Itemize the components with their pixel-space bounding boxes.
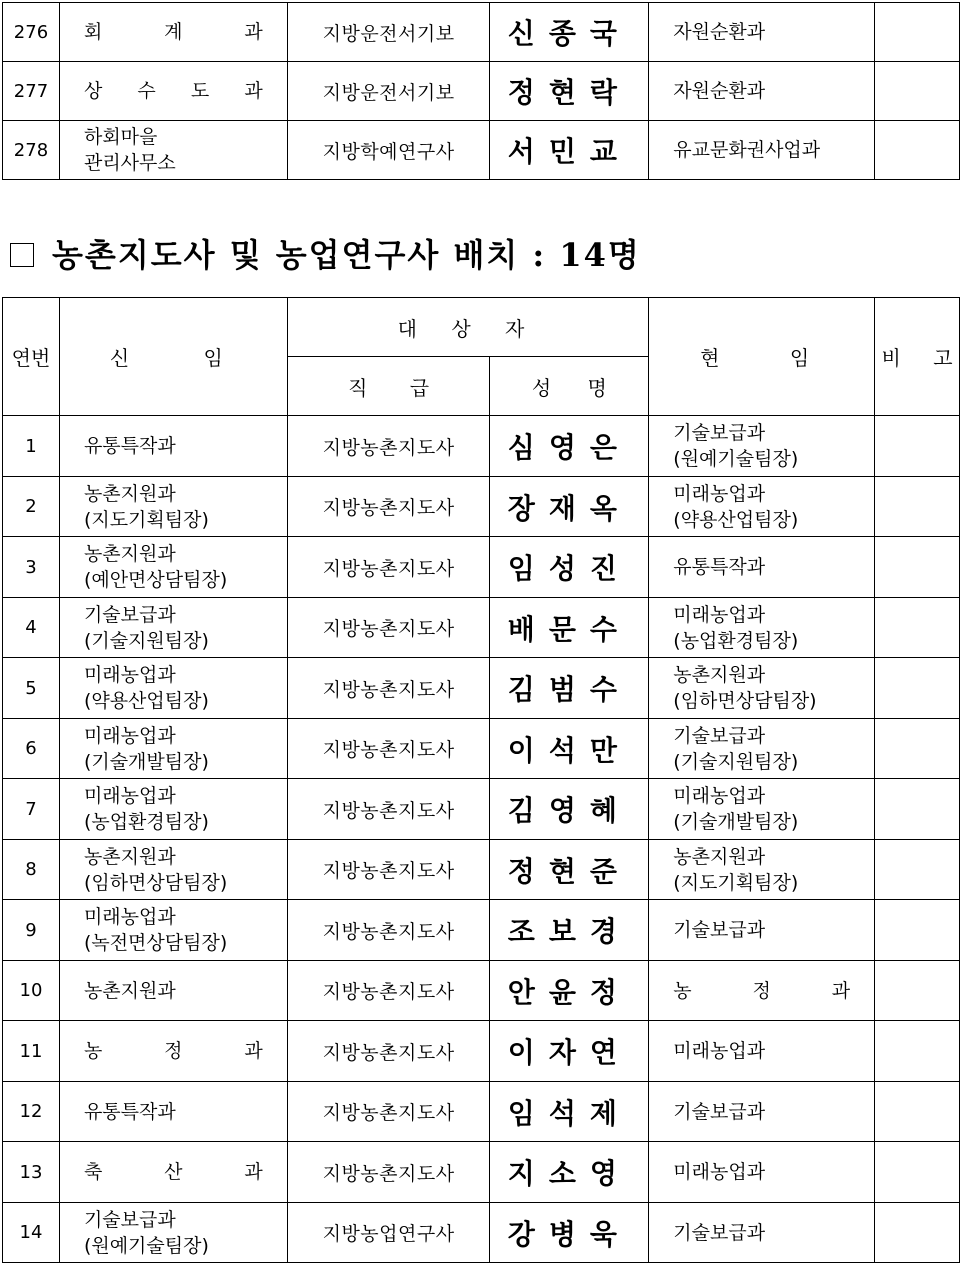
- placement-table-name-cell: 임성진: [490, 537, 649, 598]
- new-post-sub: (약용산업팀장): [83, 690, 209, 712]
- checkbox-square-icon: [10, 243, 34, 267]
- placement-table-rank-cell: 지방농촌지도사: [287, 477, 490, 537]
- placement-table-rank-cell: 지방농촌지도사: [287, 961, 490, 1021]
- placement-table-row: [3, 900, 960, 961]
- placement-table-name-cell: 정현준: [490, 840, 649, 900]
- current-post-sub: (기술지원팀장): [673, 750, 799, 773]
- current-post-sub: (농업환경팀장): [673, 629, 799, 652]
- placement-table-rank-cell: 지방농촌지도사: [287, 779, 490, 840]
- current-post-main: 미래농업과: [673, 1161, 766, 1183]
- top-table-new-post-cell: [59, 121, 287, 180]
- placement-table-new-post-cell: [59, 416, 287, 477]
- top-table-note-cell: [875, 3, 960, 62]
- placement-table-name-cell: 김영혜: [490, 779, 649, 840]
- placement-table-no-cell: 4: [3, 598, 60, 658]
- header-rank-text: 직 급: [348, 375, 430, 400]
- placement-table-rank-cell: 지방농촌지도사: [287, 840, 490, 900]
- placement-table-rank-cell: 지방농촌지도사: [287, 658, 490, 719]
- top-table-no-cell: 277: [3, 62, 60, 121]
- placement-table-note-cell: [875, 598, 960, 658]
- placement-table-row: [3, 416, 960, 477]
- placement-table-note-cell: [875, 1203, 960, 1263]
- new-post-sub: (임하면상담팀장): [83, 871, 228, 894]
- new-post-main: 미래농업과: [83, 906, 176, 928]
- placement-table-note-cell: [875, 1082, 960, 1142]
- new-post-main: 유통특작과: [83, 435, 176, 457]
- new-post-main: 하회마을: [83, 126, 158, 148]
- placement-table-new-post-cell: [59, 537, 287, 598]
- placement-table-no-cell: 6: [3, 719, 60, 779]
- new-post-sub: (녹전면상담팀장): [83, 932, 228, 954]
- placement-table-row: [3, 1142, 960, 1203]
- top-table-note-cell: [875, 62, 960, 121]
- placement-table-note-cell: [875, 779, 960, 840]
- placement-table-row: [3, 779, 960, 840]
- top-table-body: [3, 3, 960, 180]
- placement-table-name-cell: 심영은: [490, 416, 649, 477]
- placement-table-current-post-cell: [649, 537, 875, 598]
- placement-table-rank-cell: 지방농촌지도사: [287, 900, 490, 961]
- current-post-main: 농촌지원과: [673, 845, 766, 868]
- top-table-row: [3, 121, 960, 180]
- top-table-no-cell: 278: [3, 121, 60, 180]
- placement-table-new-post-cell: [59, 658, 287, 719]
- top-table-note-cell: [875, 121, 960, 180]
- placement-table-no-cell: 3: [3, 537, 60, 598]
- top-table-current-post-cell: [649, 121, 875, 180]
- placement-table-name-cell: 이자연: [490, 1021, 649, 1082]
- current-post-sub: (지도기획팀장): [673, 871, 799, 894]
- placement-table-name-cell: 강병욱: [490, 1203, 649, 1263]
- placement-table-new-post-cell: [59, 1021, 287, 1082]
- current-post-main: 기술보급과: [673, 1100, 766, 1123]
- top-table-no-cell: 276: [3, 3, 60, 62]
- placement-table-current-post-cell: [649, 961, 875, 1021]
- current-post-main: 농 정 과: [673, 979, 851, 1002]
- placement-table-no-cell: 8: [3, 840, 60, 900]
- new-post-main: 미래농업과: [83, 664, 176, 686]
- top-table-current-post-cell: [649, 3, 875, 62]
- placement-table-row: [3, 1082, 960, 1142]
- current-post-main: 기술보급과: [673, 422, 766, 444]
- placement-table-rank-cell: 지방농촌지도사: [287, 537, 490, 598]
- placement-table-note-cell: [875, 840, 960, 900]
- header-name-text: 성 명: [531, 375, 607, 400]
- placement-table-row: [3, 719, 960, 779]
- placement-table-row: [3, 658, 960, 719]
- header-name: [490, 357, 649, 416]
- placement-table-no-cell: 7: [3, 779, 60, 840]
- new-post-main: 축 산 과: [83, 1161, 263, 1183]
- placement-table-no-cell: 11: [3, 1021, 60, 1082]
- placement-table-row: [3, 477, 960, 537]
- top-table-rank-cell: 지방운전서기보: [287, 62, 490, 121]
- current-post-main: 자원순환과: [673, 21, 766, 43]
- placement-table-new-post-cell: [59, 961, 287, 1021]
- placement-table-rank-cell: 지방농촌지도사: [287, 719, 490, 779]
- placement-table-current-post-cell: [649, 658, 875, 719]
- current-post-main: 유통특작과: [673, 556, 766, 578]
- placement-table-name-cell: 안윤정: [490, 961, 649, 1021]
- new-post-main: 상 수 도 과: [83, 80, 263, 102]
- placement-table-rank-cell: 지방농촌지도사: [287, 1021, 490, 1082]
- placement-table-current-post-cell: [649, 840, 875, 900]
- new-post-main: 농촌지원과: [83, 845, 176, 868]
- placement-table-new-post-cell: [59, 719, 287, 779]
- placement-table-no-cell: 12: [3, 1082, 60, 1142]
- top-table-name-cell: 신종국: [490, 3, 649, 62]
- new-post-main: 농촌지원과: [83, 979, 176, 1002]
- top-table-rank-cell: 지방운전서기보: [287, 3, 490, 62]
- header-current-post: [649, 298, 875, 416]
- placement-table-note-cell: [875, 1142, 960, 1203]
- new-post-main: 농 정 과: [83, 1040, 263, 1062]
- placement-table-current-post-cell: [649, 900, 875, 961]
- current-post-sub: (기술개발팀장): [673, 811, 799, 833]
- top-table-new-post-cell: [59, 3, 287, 62]
- header-target: [287, 298, 649, 357]
- placement-table: [2, 297, 960, 1263]
- placement-table-current-post-cell: [649, 477, 875, 537]
- new-post-sub: (예안면상담팀장): [83, 569, 228, 591]
- new-post-sub: (기술개발팀장): [83, 750, 209, 773]
- new-post-main: 농촌지원과: [83, 482, 176, 505]
- placement-table-note-cell: [875, 477, 960, 537]
- placement-table-row: [3, 598, 960, 658]
- new-post-sub: 관리사무소: [83, 152, 176, 174]
- placement-table-note-cell: [875, 961, 960, 1021]
- placement-table-current-post-cell: [649, 1021, 875, 1082]
- new-post-main: 미래농업과: [83, 785, 176, 807]
- current-post-main: 농촌지원과: [673, 664, 766, 686]
- placement-table-row: [3, 840, 960, 900]
- new-post-sub: (기술지원팀장): [83, 629, 209, 652]
- new-post-sub: (지도기획팀장): [83, 508, 209, 531]
- placement-table-row: [3, 961, 960, 1021]
- placement-table-no-cell: 2: [3, 477, 60, 537]
- placement-table-current-post-cell: [649, 1203, 875, 1263]
- section-title-text: 농촌지도사 및 농업연구사 배치 : 14명: [52, 236, 641, 274]
- placement-table-new-post-cell: [59, 598, 287, 658]
- placement-table-rank-cell: 지방농촌지도사: [287, 598, 490, 658]
- top-personnel-table: [2, 2, 960, 180]
- new-post-main: 농촌지원과: [83, 543, 176, 565]
- top-table-row: [3, 62, 960, 121]
- placement-table-name-cell: 조보경: [490, 900, 649, 961]
- top-table-rank-cell: 지방학예연구사: [287, 121, 490, 180]
- new-post-main: 기술보급과: [83, 603, 176, 626]
- new-post-main: 회 계 과: [83, 21, 263, 43]
- placement-table-no-cell: 1: [3, 416, 60, 477]
- current-post-main: 미래농업과: [673, 1040, 766, 1062]
- placement-table-name-cell: 임석제: [490, 1082, 649, 1142]
- new-post-sub: (원예기술팀장): [83, 1234, 209, 1257]
- placement-table-name-cell: 지소영: [490, 1142, 649, 1203]
- current-post-sub: (원예기술팀장): [673, 448, 799, 470]
- header-new-post-text: 신 임: [109, 346, 237, 370]
- placement-table-row: [3, 1021, 960, 1082]
- header-row-1: [3, 298, 960, 357]
- placement-table-note-cell: [875, 900, 960, 961]
- placement-table-no-cell: 14: [3, 1203, 60, 1263]
- placement-table-note-cell: [875, 1021, 960, 1082]
- placement-table-new-post-cell: [59, 477, 287, 537]
- current-post-main: 기술보급과: [673, 1221, 766, 1244]
- placement-table-note-cell: [875, 719, 960, 779]
- top-table-name-cell: 정현락: [490, 62, 649, 121]
- section-heading: [10, 230, 641, 276]
- top-table-new-post-cell: [59, 62, 287, 121]
- current-post-main: 유교문화권사업과: [673, 139, 821, 161]
- placement-table-current-post-cell: [649, 1142, 875, 1203]
- placement-table-name-cell: 장재옥: [490, 477, 649, 537]
- header-no: 연번: [3, 298, 60, 416]
- current-post-main: 기술보급과: [673, 724, 766, 747]
- placement-table-name-cell: 배문수: [490, 598, 649, 658]
- placement-table-row: [3, 537, 960, 598]
- current-post-main: 미래농업과: [673, 603, 766, 626]
- placement-table-current-post-cell: [649, 779, 875, 840]
- placement-table-new-post-cell: [59, 900, 287, 961]
- header-current-post-text: 현 임: [700, 346, 824, 370]
- placement-table-no-cell: 9: [3, 900, 60, 961]
- new-post-main: 기술보급과: [83, 1208, 176, 1231]
- header-new-post: [59, 298, 287, 416]
- placement-table-rank-cell: 지방농업연구사: [287, 1203, 490, 1263]
- placement-table-current-post-cell: [649, 416, 875, 477]
- header-rank: [287, 357, 490, 416]
- placement-table-rank-cell: 지방농촌지도사: [287, 416, 490, 477]
- current-post-main: 자원순환과: [673, 80, 766, 102]
- placement-table-new-post-cell: [59, 779, 287, 840]
- placement-table-new-post-cell: [59, 1142, 287, 1203]
- placement-table-note-cell: [875, 658, 960, 719]
- header-note-text: 비 고: [881, 346, 953, 370]
- placement-table-rank-cell: 지방농촌지도사: [287, 1142, 490, 1203]
- header-note: [875, 298, 960, 416]
- current-post-main: 미래농업과: [673, 482, 766, 505]
- placement-table-current-post-cell: [649, 598, 875, 658]
- new-post-main: 미래농업과: [83, 724, 176, 747]
- new-post-sub: (농업환경팀장): [83, 811, 209, 833]
- top-table-name-cell: 서민교: [490, 121, 649, 180]
- top-table-current-post-cell: [649, 62, 875, 121]
- placement-table-no-cell: 10: [3, 961, 60, 1021]
- placement-table-body: [3, 416, 960, 1263]
- top-table-row: [3, 3, 960, 62]
- placement-table-note-cell: [875, 537, 960, 598]
- placement-table-no-cell: 5: [3, 658, 60, 719]
- placement-table-new-post-cell: [59, 840, 287, 900]
- placement-table-row: [3, 1203, 960, 1263]
- current-post-sub: (약용산업팀장): [673, 508, 799, 531]
- current-post-sub: (임하면상담팀장): [673, 690, 817, 712]
- placement-table-name-cell: 이석만: [490, 719, 649, 779]
- placement-table-current-post-cell: [649, 1082, 875, 1142]
- placement-table-new-post-cell: [59, 1082, 287, 1142]
- placement-table-rank-cell: 지방농촌지도사: [287, 1082, 490, 1142]
- new-post-main: 유통특작과: [83, 1100, 176, 1123]
- current-post-main: 기술보급과: [673, 919, 766, 941]
- placement-table-new-post-cell: [59, 1203, 287, 1263]
- placement-table-current-post-cell: [649, 719, 875, 779]
- current-post-main: 미래농업과: [673, 785, 766, 807]
- placement-table-name-cell: 김범수: [490, 658, 649, 719]
- placement-table-no-cell: 13: [3, 1142, 60, 1203]
- placement-table-note-cell: [875, 416, 960, 477]
- header-target-text: 대 상 자: [397, 316, 539, 341]
